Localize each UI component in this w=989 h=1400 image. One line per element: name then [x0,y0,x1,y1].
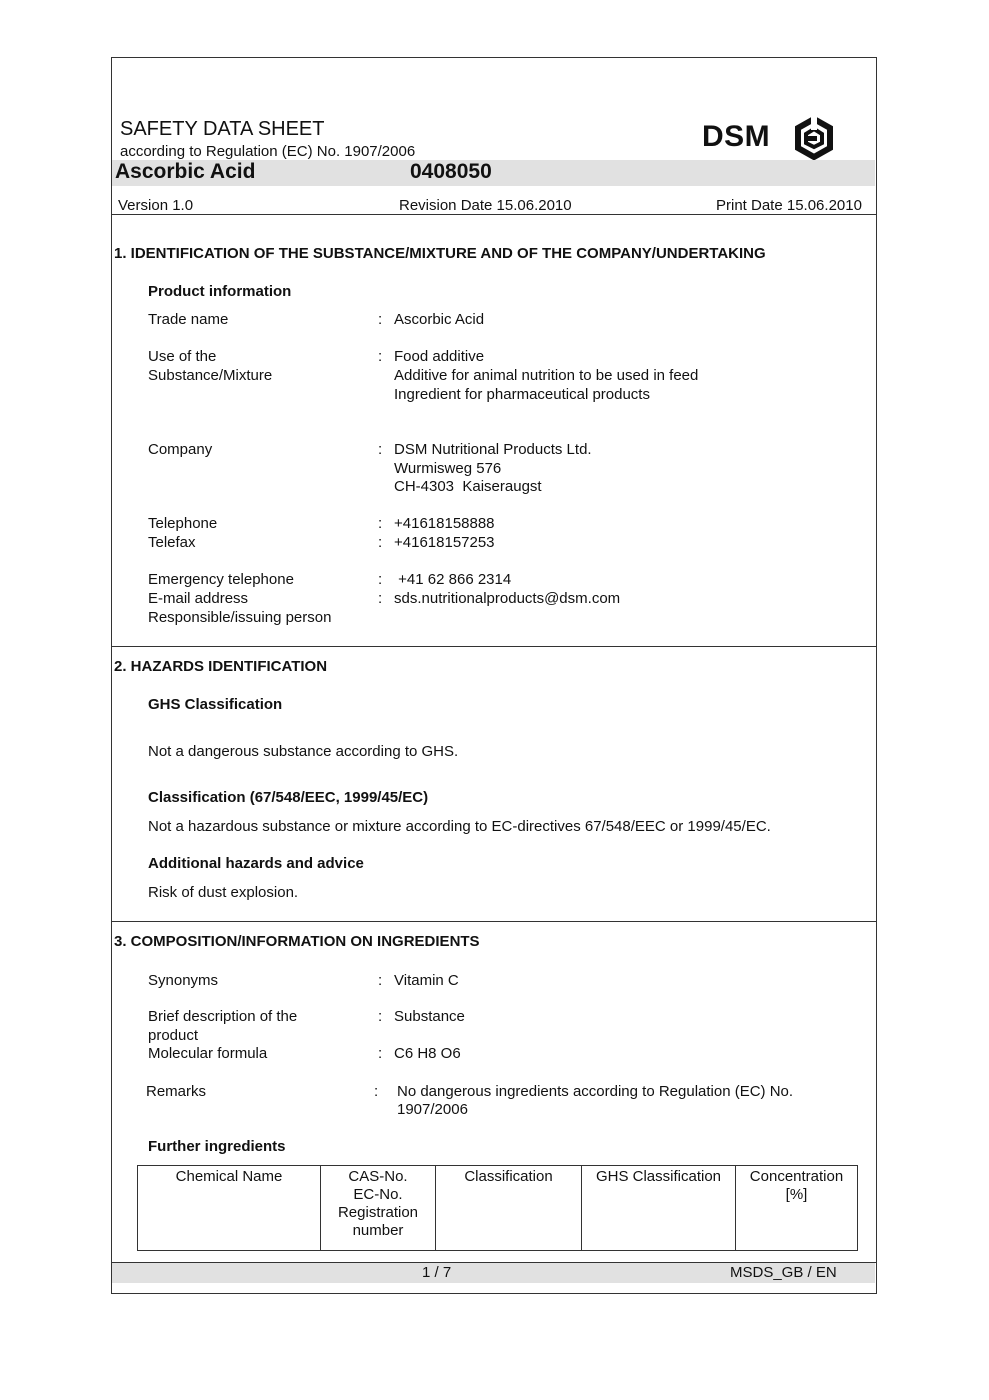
emergency-label: Emergency telephone [148,571,294,588]
colon: : [378,348,383,365]
molecular-formula-label: Molecular formula [148,1045,268,1062]
trade-name-label: Trade name [148,311,229,328]
email-value: sds.nutritionalproducts@dsm.com [394,590,621,607]
colon: : [378,311,383,328]
section-divider [112,646,876,647]
document-code: MSDS_GB / EN [730,1264,837,1281]
brief-description-value: Substance [394,1008,465,1025]
table-header-row [138,1166,858,1251]
table-header-ghs: GHS Classification [582,1166,736,1251]
remarks-value-1: No dangerous ingredients according to Regulation (EC) No. [397,1083,794,1100]
telefax-label: Telefax [148,534,196,551]
molecular-formula-value: C6 H8 O6 [394,1045,461,1062]
company-label: Company [148,441,213,458]
additional-hazards-text: Risk of dust explosion. [148,884,299,901]
synonyms-label: Synonyms [148,972,219,989]
use-value-2: Additive for animal nutrition to be used in feed [394,367,699,384]
colon: : [378,590,383,607]
product-name: Ascorbic Acid [115,160,256,183]
section-divider [112,921,876,922]
section-3-heading: 3. COMPOSITION/INFORMATION ON INGREDIENTS [114,933,480,950]
use-label: Use of the [148,348,217,365]
further-ingredients-heading: Further ingredients [148,1138,286,1155]
responsible-label: Responsible/issuing person [148,609,332,626]
classification-text: Not a hazardous substance or mixture according to EC-directives 67/548/EEC or 1999/45/EC. [148,818,771,835]
colon: : [378,1045,383,1062]
print-date: Print Date 15.06.2010 [716,197,862,214]
table-header-cas: CAS-No. EC-No. Registration number [321,1166,436,1251]
telephone-value: +41618158888 [394,515,495,532]
ghs-text: Not a dangerous substance according to GHS. [148,743,459,760]
section-1-heading: 1. IDENTIFICATION OF THE SUBSTANCE/MIXTURE AND OF THE COMPANY/UNDERTAKING [114,245,766,262]
dsm-logo-icon [794,116,834,160]
table-header-chemical-name: Chemical Name [138,1166,321,1251]
ghs-heading: GHS Classification [148,696,283,713]
document-page [111,57,877,1294]
brief-description-label: Brief description of the [148,1008,298,1025]
additional-hazards-heading: Additional hazards and advice [148,855,364,872]
emergency-value: +41 62 866 2314 [394,571,512,588]
remarks-label: Remarks [146,1083,207,1100]
table-header-classification: Classification [436,1166,582,1251]
remarks-value-2: 1907/2006 [397,1101,468,1118]
ingredients-table [137,1165,858,1251]
telephone-label: Telephone [148,515,218,532]
company-value-2: Wurmisweg 576 [394,460,502,477]
use-label-cont: Substance/Mixture [148,367,273,384]
header-divider [112,214,876,215]
brief-description-label-cont: product [148,1027,199,1044]
document-title: SAFETY DATA SHEET [120,118,325,140]
classification-heading: Classification (67/548/EEC, 1999/45/EC) [148,789,429,806]
product-information-heading: Product information [148,283,292,300]
colon: : [378,441,383,458]
colon: : [378,972,383,989]
use-value-3: Ingredient for pharmaceutical products [394,386,650,403]
revision-date: Revision Date 15.06.2010 [399,197,572,214]
dsm-logo-text: DSM [702,120,771,153]
page-number: 1 / 7 [422,1264,452,1281]
synonyms-value: Vitamin C [394,972,459,989]
telefax-value: +41618157253 [394,534,495,551]
email-label: E-mail address [148,590,249,607]
use-value-1: Food additive [394,348,485,365]
regulation-subtitle: according to Regulation (EC) No. 1907/2006 [120,143,416,160]
table-header-concentration: Concentration [%] [736,1166,858,1251]
colon: : [374,1083,379,1100]
company-value-3: CH-4303 Kaiseraugst [394,478,542,495]
company-value-1: DSM Nutritional Products Ltd. [394,441,592,458]
section-2-heading: 2. HAZARDS IDENTIFICATION [114,658,328,675]
colon: : [378,1008,383,1025]
colon: : [378,571,383,588]
footer-divider [112,1262,876,1263]
product-code: 0408050 [410,160,492,183]
version-label: Version 1.0 [118,197,194,214]
colon: : [378,515,383,532]
colon: : [378,534,383,551]
trade-name-value: Ascorbic Acid [394,311,485,328]
